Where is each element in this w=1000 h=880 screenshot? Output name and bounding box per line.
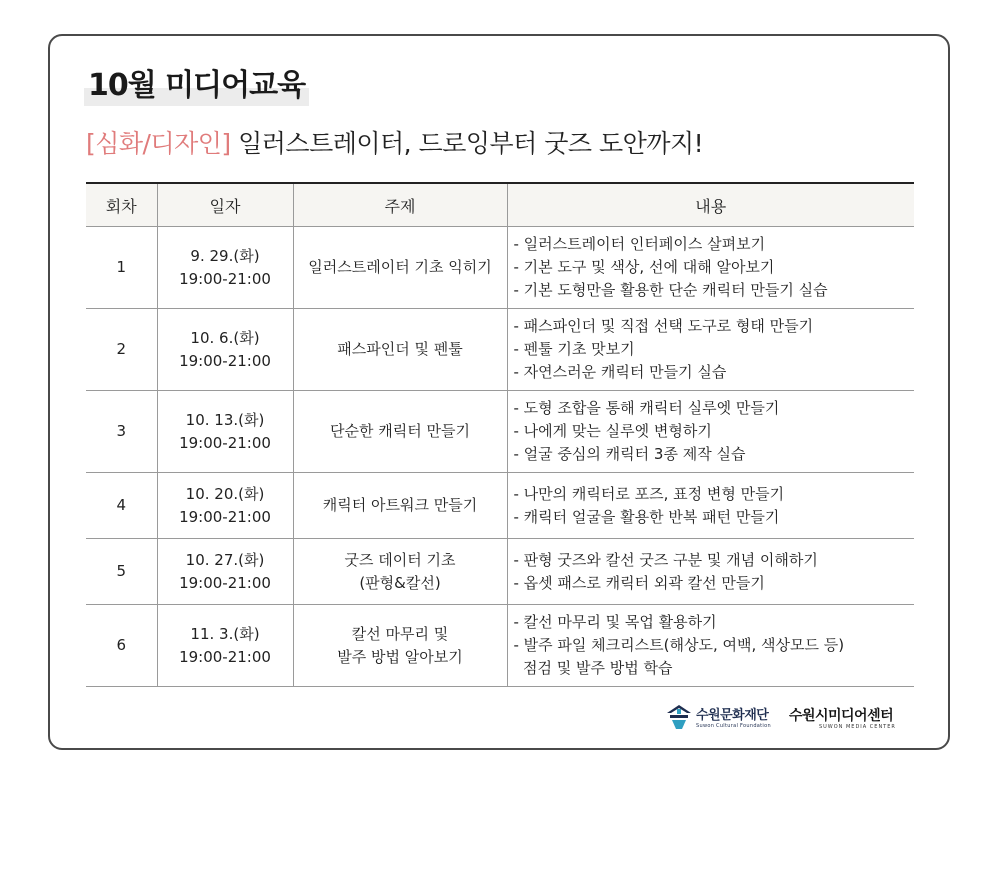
foundation-emblem-icon: [666, 704, 692, 734]
topic-text: 굿즈 데이터 기초: [344, 550, 456, 569]
subtitle-tag: [심화/디자인]: [86, 129, 231, 158]
foundation-english-name: Suwon Cultural Foundation: [696, 723, 771, 729]
topic-cell: [293, 605, 507, 687]
date-text: 10. 20.(화): [185, 484, 265, 503]
header-topic: 주제: [293, 183, 507, 227]
topic-text: 캐릭터 아트워크 만들기: [322, 496, 478, 514]
content-line: - 자연스러운 캐릭터 만들기 실습: [513, 363, 727, 381]
content-line: - 패스파인더 및 직접 선택 도구로 형태 만들기: [513, 317, 814, 335]
date-text: 10. 27.(화): [185, 550, 265, 569]
content-line: - 나만의 캐릭터로 포즈, 표정 변형 만들기: [513, 484, 785, 503]
time-text: 19:00-21:00: [179, 269, 271, 288]
content-cell: [507, 539, 914, 605]
table-row: [86, 539, 914, 605]
topic-text: (판형&칼선): [359, 573, 441, 592]
date-text: 10. 13.(화): [185, 410, 265, 429]
content-line: - 기본 도구 및 색상, 선에 대해 알아보기: [513, 258, 775, 276]
content-line: - 펜툴 기초 맛보기: [513, 340, 635, 358]
content-line: - 캐릭터 얼굴을 활용한 반복 패턴 만들기: [513, 507, 780, 526]
time-text: 19:00-21:00: [179, 433, 271, 452]
content-line: - 칼선 마무리 및 목업 활용하기: [513, 613, 717, 631]
round-cell: 5: [86, 539, 157, 605]
page-title: 10월 미디어교육: [84, 66, 309, 106]
suwon-cultural-foundation-logo: [666, 704, 771, 734]
round-cell: 4: [86, 473, 157, 539]
date-text: 10. 6.(화): [190, 328, 260, 347]
content-line: - 옵셋 패스로 캐릭터 외곽 칼선 만들기: [513, 573, 765, 592]
media-center-name: 수원시미디어센터: [788, 707, 894, 724]
date-cell: [157, 605, 293, 687]
header-date: 일자: [157, 183, 293, 227]
header-content: 내용: [507, 183, 914, 227]
table-row: [86, 391, 914, 473]
table-row: [86, 227, 914, 309]
table-header-row: [86, 183, 914, 227]
round-cell: 6: [86, 605, 157, 687]
content-line: 점검 및 발주 방법 학습: [513, 659, 673, 677]
round-cell: 1: [86, 227, 157, 309]
content-cell: [507, 309, 914, 391]
date-cell: [157, 473, 293, 539]
content-cell: [507, 391, 914, 473]
content-cell: [507, 473, 914, 539]
round-cell: 2: [86, 309, 157, 391]
content-line: - 얼굴 중심의 캐릭터 3종 제작 실습: [513, 445, 746, 463]
time-text: 19:00-21:00: [179, 351, 271, 370]
content-cell: [507, 227, 914, 309]
round-cell: 3: [86, 391, 157, 473]
date-cell: [157, 539, 293, 605]
topic-text: 일러스트레이터 기초 익히기: [308, 258, 492, 276]
topic-text: 단순한 캐릭터 만들기: [330, 422, 470, 440]
date-cell: [157, 309, 293, 391]
content-line: - 일러스트레이터 인터페이스 살펴보기: [513, 235, 766, 253]
time-text: 19:00-21:00: [179, 647, 271, 666]
date-cell: [157, 227, 293, 309]
schedule-table: [86, 182, 914, 687]
content-line: - 발주 파일 체크리스트(해상도, 여백, 색상모드 등): [513, 636, 845, 654]
topic-cell: [293, 391, 507, 473]
content-line: - 도형 조합을 통해 캐릭터 실루엣 만들기: [513, 399, 780, 417]
suwon-media-center-logo: [789, 708, 896, 731]
table-row: [86, 309, 914, 391]
topic-cell: [293, 539, 507, 605]
media-center-english-name: SUWON MEDIA CENTER: [818, 723, 896, 730]
content-line: - 나에게 맞는 실루엣 변형하기: [513, 422, 712, 440]
page-subtitle: [86, 124, 703, 164]
time-text: 19:00-21:00: [179, 573, 271, 592]
topic-text: 패스파인더 및 펜툴: [337, 340, 463, 358]
subtitle-text: 일러스트레이터, 드로잉부터 굿즈 도안까지!: [230, 129, 704, 158]
time-text: 19:00-21:00: [179, 507, 271, 526]
foundation-name: 수원문화재단: [696, 708, 769, 723]
date-text: 9. 29.(화): [190, 246, 260, 265]
footer-logos: [666, 704, 896, 734]
topic-cell: [293, 473, 507, 539]
header-round: 회차: [86, 183, 157, 227]
content-line: - 판형 굿즈와 칼선 굿즈 구분 및 개념 이해하기: [513, 550, 818, 569]
topic-cell: [293, 227, 507, 309]
topic-text: 발주 방법 알아보기: [337, 647, 463, 666]
date-cell: [157, 391, 293, 473]
table-row: [86, 473, 914, 539]
table-row: [86, 605, 914, 687]
topic-text: 칼선 마무리 및: [351, 624, 449, 643]
content-line: - 기본 도형만을 활용한 단순 캐릭터 만들기 실습: [513, 281, 828, 299]
content-cell: [507, 605, 914, 687]
topic-cell: [293, 309, 507, 391]
date-text: 11. 3.(화): [190, 624, 260, 643]
